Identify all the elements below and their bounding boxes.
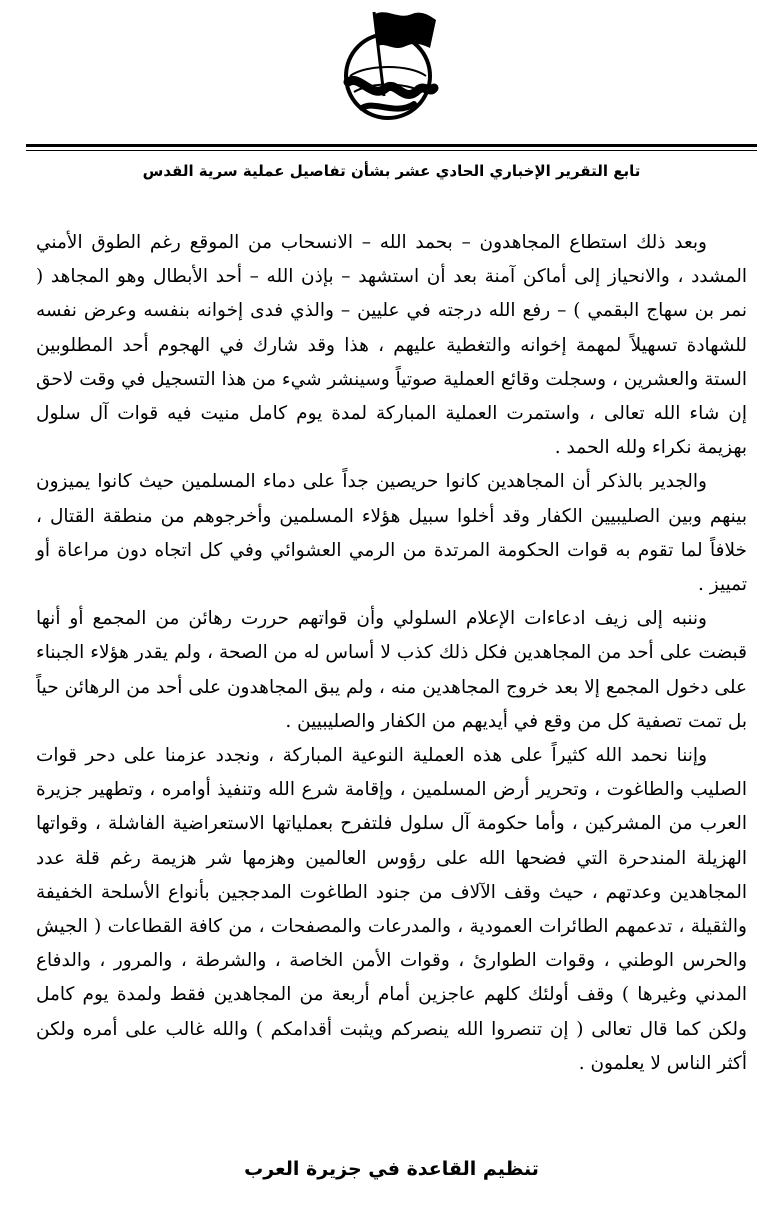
signature: تنظيم القاعدة في جزيرة العرب — [244, 1158, 539, 1180]
logo-calligraphy — [348, 80, 434, 94]
paragraph: وإننا نحمد الله كثيراً على هذه العملية النوعية المباركة ، ونجدد عزمنا على دحر قوات الصليب والطاغوت ، وتحرير أرض المسلمين ، وإقامة شرع الله وتنفيذ أوامره ، وتطهير جزيرة العرب من المشركين ، وأما حكومة آل سلول فلتفرح بعملياتها الاستعراضية الفاشلة ، وقواتها الهزيلة المندحرة التي فضحها الله على رؤوس العالمين وهزمها شر هزيمة رغم قلة عدد المجاهدين وعدتهم ، حيث وقف الآلاف من جنود الطاغوت المدججين بأنواع الأسلحة الخفيفة والثقيلة ، تدعمهم الطائرات العمودية ، والمدرعات والمصفحات ، من كافة القطاعات ( الجيش والحرس الوطني ، وقوات الطوارئ ، وقوات الأمن الخاصة ، والشرطة ، والمرور ، والدفاع المدني وغيرها ) وقف أولئك كلهم عاجزين أمام أربعة من المجاهدين فقط ولمدة يوم كامل ولكن كما قال تعالى ( إن تنصروا الله ينصركم ويثبت أقدامكم ) والله غالب على أمره ولكن أكثر الناس لا يعلمون . — [36, 745, 747, 1074]
al-jihad-logo — [326, 4, 452, 124]
flag-icon — [375, 12, 436, 48]
paragraph: وبعد ذلك استطاع المجاهدون – بحمد الله – الانسحاب من الموقع رغم الطوق الأمني المشدد ، والانحياز إلى أماكن آمنة بعد أن استشهد – بإذن الله – أحد الأبطال وهو المجاهد ( نمر بن سهاج البقمي ) – رفع الله درجته في عليين – والذي فدى إخوانه بنفسه وعرض نفسه للشهادة تسهيلاً لمهمة إخوانه والتغطية عليهم ، هذا وقد شارك في الهجوم أحد المطلوبين الستة والعشرين ، وسجلت وقائع العملية صوتياً وسينشر شيء من هذا التسجيل في وقت لاحق إن شاء الله تعالى ، واستمرت العملية المباركة لمدة يوم كامل منيت فيه قوات آل سلول بهزيمة نكراء ولله الحمد . — [36, 232, 747, 459]
header-rule-thick — [26, 144, 757, 147]
page-subtitle: تابع التقرير الإخباري الحادي عشر بشأن تفاصيل عملية سرية القدس — [142, 162, 641, 180]
article-body — [36, 226, 747, 1081]
paragraph: وننبه إلى زيف ادعاءات الإعلام السلولي وأن قواتهم حررت رهائن من المجمع أو أنها قبضت على أحد من المجاهدين فكل ذلك كذب لا أساس له من الصحة ، ولم يقدر هؤلاء الجبناء على دخول المجمع إلا بعد خروج المجاهدين منه ، ولم يبق المجاهدون على أحد من الرهائن حياً بل تمت تصفية كل من وقع في أيديهم من الكفار والصليبيين . — [36, 608, 747, 732]
header-rule-thin — [26, 150, 757, 151]
paragraph: والجدير بالذكر أن المجاهدين كانوا حريصين جداً على دماء المسلمين حيث كانوا يميزون بينهم وبين الصليبيين الكفار وقد أخلوا سبيل هؤلاء المسلمين وأخرجوهم من منطقة القتال ، خلافاً لما تقوم به قوات الحكومة المرتدة من الرمي العشوائي وفي كل اتجاه دون مراعاة أو تمييز . — [36, 471, 747, 596]
